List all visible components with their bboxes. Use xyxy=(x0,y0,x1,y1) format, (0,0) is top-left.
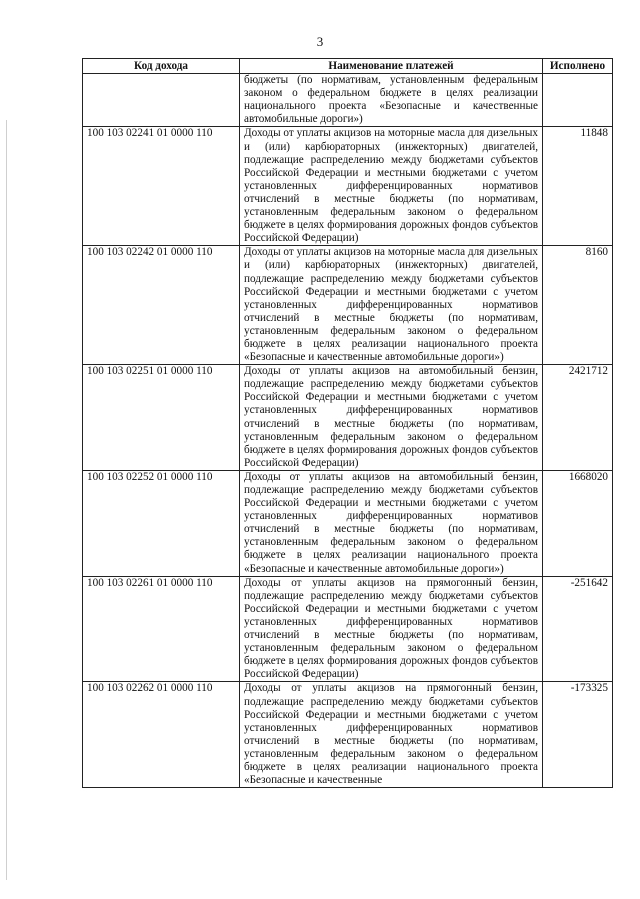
revenue-code: 100 103 02241 01 0000 110 xyxy=(83,127,240,246)
header-name: Наименование платежей xyxy=(240,59,543,74)
revenue-code: 100 103 02252 01 0000 110 xyxy=(83,470,240,576)
table-row xyxy=(83,74,613,127)
table-row xyxy=(83,470,613,576)
revenue-code: 100 103 02262 01 0000 110 xyxy=(83,682,240,788)
header-code: Код дохода xyxy=(83,59,240,74)
payment-name: Доходы от уплаты акцизов на моторные масла для дизельных и (или) карбюраторных (инжекторных) двигателей, подлежащие распределению между бюджетами субъектов Российской Федерации и местными бюджетами с учетом установленных дифференцированных нормативов отчислений в местные бюджеты (по нормативам, установленным федеральным законом о федеральном бюджете в целях реализации национального проекта «Безопасные и качественные автомобильные дороги») xyxy=(240,246,543,365)
table-header-row xyxy=(83,59,613,74)
table-row xyxy=(83,246,613,365)
executed-amount: 2421712 xyxy=(543,365,613,471)
executed-amount: 11848 xyxy=(543,127,613,246)
revenue-code xyxy=(83,74,240,127)
payment-name: Доходы от уплаты акцизов на моторные масла для дизельных и (или) карбюраторных (инжекторных) двигателей, подлежащие распределению между бюджетами субъектов Российской Федерации и местными бюджетами с учетом установленных дифференцированных нормативов отчислений в местные бюджеты (по нормативам, установленным федеральным законом о федеральном бюджете в целях формирования дорожных фондов субъектов Российской Федерации) xyxy=(240,127,543,246)
revenue-code: 100 103 02251 01 0000 110 xyxy=(83,365,240,471)
table-row xyxy=(83,365,613,471)
header-amount: Исполнено xyxy=(543,59,613,74)
executed-amount: -173325 xyxy=(543,682,613,788)
page-number: 3 xyxy=(316,34,324,49)
executed-amount: -251642 xyxy=(543,576,613,682)
revenue-table xyxy=(82,58,613,788)
executed-amount: 1668020 xyxy=(543,470,613,576)
revenue-code: 100 103 02242 01 0000 110 xyxy=(83,246,240,365)
scan-edge-mark xyxy=(6,120,7,880)
table-row xyxy=(83,576,613,682)
executed-amount: 8160 xyxy=(543,246,613,365)
payment-name: Доходы от уплаты акцизов на прямогонный бензин, подлежащие распределению между бюджетами субъектов Российской Федерации и местными бюджетами с учетом установленных дифференцированных нормативов отчислений в местные бюджеты (по нормативам, установленным федеральным законом о федеральном бюджете в целях реализации национального проекта «Безопасные и качественные xyxy=(240,682,543,788)
payment-name: бюджеты (по нормативам, установленным федеральным законом о федеральном бюджете в целях реализации национального проекта «Безопасные и качественные автомобильные дороги») xyxy=(240,74,543,127)
payment-name: Доходы от уплаты акцизов на автомобильный бензин, подлежащие распределению между бюджетами субъектов Российской Федерации и местными бюджетами с учетом установленных дифференцированных нормативов отчислений в местные бюджеты (по нормативам, установленным федеральным законом о федеральном бюджете в целях реализации национального проекта «Безопасные и качественные автомобильные дороги») xyxy=(240,470,543,576)
table-row xyxy=(83,127,613,246)
table-row xyxy=(83,682,613,788)
revenue-code: 100 103 02261 01 0000 110 xyxy=(83,576,240,682)
payment-name: Доходы от уплаты акцизов на прямогонный бензин, подлежащие распределению между бюджетами субъектов Российской Федерации и местными бюджетами с учетом установленных дифференцированных нормативов отчислений в местные бюджеты (по нормативам, установленным федеральным законом о федеральном бюджете в целях формирования дорожных фондов субъектов Российской Федерации) xyxy=(240,576,543,682)
executed-amount xyxy=(543,74,613,127)
payment-name: Доходы от уплаты акцизов на автомобильный бензин, подлежащие распределению между бюджетами субъектов Российской Федерации и местными бюджетами с учетом установленных дифференцированных нормативов отчислений в местные бюджеты (по нормативам, установленным федеральным законом о федеральном бюджете в целях формирования дорожных фондов субъектов Российской Федерации) xyxy=(240,365,543,471)
